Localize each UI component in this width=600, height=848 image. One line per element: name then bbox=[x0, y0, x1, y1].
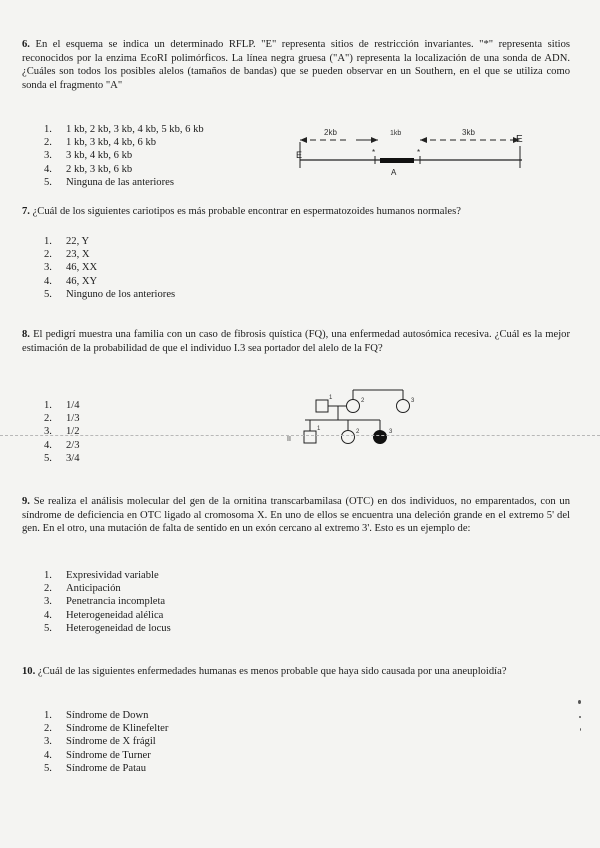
option-3[interactable]: 3. Penetrancia incompleta bbox=[44, 596, 166, 608]
individual-i3-female bbox=[397, 400, 410, 413]
option-2[interactable]: 2. 23, X bbox=[44, 249, 90, 261]
individual-ii1-male bbox=[304, 431, 316, 443]
option-4[interactable]: 4. 46, XY bbox=[44, 275, 98, 287]
question-number: 7. bbox=[22, 206, 30, 217]
options-q8 bbox=[44, 399, 80, 465]
option-1[interactable]: 1. Expresividad variable bbox=[44, 570, 159, 581]
id-label: 2 bbox=[361, 398, 365, 404]
label-2kb: 2kb bbox=[324, 128, 337, 137]
option-1[interactable]: 1. 1 kb, 2 kb, 3 kb, 4 kb, 5 kb, 6 kb bbox=[44, 124, 204, 135]
option-1[interactable]: 1. 22, Y bbox=[44, 236, 90, 247]
option-3[interactable]: 3. 3 kb, 4 kb, 6 kb bbox=[44, 150, 133, 162]
label-3kb: 3kb bbox=[462, 128, 475, 137]
question-number: 10. bbox=[22, 666, 36, 677]
option-2[interactable]: 2. Anticipación bbox=[44, 583, 121, 595]
options-q6 bbox=[44, 123, 204, 189]
option-2[interactable]: 2. Síndrome de Klinefelter bbox=[44, 723, 169, 735]
label-probe-a: A bbox=[391, 168, 397, 177]
individual-i1-male bbox=[316, 400, 328, 412]
question-text: Se realiza el análisis molecular del gen de la ornitina transcarbamilasa (OTC) en dos individuos, no emparentados, con un síndrome de deficiencia en OTC ligado al cromosoma X. En uno de ellos se encuentra una deleción grande en el extremo 5' del gen. En el otro, una mutación de falta de sentido en un exón cercano al extremo 3'. Esto es un ejemplo de: bbox=[22, 496, 570, 535]
pedigree-diagram bbox=[280, 380, 440, 455]
option-2[interactable]: 2. 1 kb, 3 kb, 4 kb, 6 kb bbox=[44, 137, 157, 149]
label-1kb: 1kb bbox=[390, 130, 402, 137]
question-7 bbox=[22, 205, 570, 219]
option-2[interactable]: 2. 1/3 bbox=[44, 413, 80, 425]
label-e-right: E bbox=[516, 134, 523, 145]
question-number: 8. bbox=[22, 329, 30, 340]
id-label: 1 bbox=[317, 426, 321, 432]
label-e-left: E bbox=[296, 150, 303, 160]
label-poly-1: * bbox=[372, 148, 376, 157]
rflp-diagram bbox=[290, 118, 540, 182]
question-6 bbox=[22, 38, 570, 92]
option-5[interactable]: 5. Heterogeneidad de locus bbox=[44, 622, 171, 634]
question-10 bbox=[22, 665, 570, 679]
id-label: 2 bbox=[356, 429, 360, 435]
options-q7 bbox=[44, 235, 175, 301]
individual-ii3-affected bbox=[373, 430, 387, 444]
option-5[interactable]: 5. 3/4 bbox=[44, 452, 80, 464]
option-4[interactable]: 4. Síndrome de Turner bbox=[44, 749, 151, 761]
question-number: 6. bbox=[22, 39, 30, 50]
option-5[interactable]: 5. Ninguna de las anteriores bbox=[44, 176, 174, 188]
option-1[interactable]: 1. 1/4 bbox=[44, 400, 80, 411]
arrowhead bbox=[420, 137, 427, 143]
generation-label-ii: II bbox=[287, 436, 291, 443]
option-3[interactable]: 3. Síndrome de X frágil bbox=[44, 736, 156, 748]
label-poly-2: * bbox=[417, 148, 421, 157]
option-5[interactable]: 5. Ninguno de los anteriores bbox=[44, 288, 176, 300]
option-3[interactable]: 3. 46, XX bbox=[44, 262, 98, 274]
question-text: ¿Cuál de los siguientes cariotipos es más probable encontrar en espermatozoides humanos normales? bbox=[32, 206, 461, 217]
option-5[interactable]: 5. Síndrome de Patau bbox=[44, 762, 147, 774]
option-3[interactable]: 3. 1/2 bbox=[44, 426, 80, 438]
option-4[interactable]: 4. Heterogeneidad alélica bbox=[44, 609, 164, 621]
question-text: El pedigrí muestra una familia con un caso de fibrosis quística (FQ), una enfermedad autosómica recesiva. ¿Cuál es la mejor estimación de la probabilidad de que el individuo I.3 sea portador del alelo de la FQ? bbox=[22, 329, 570, 354]
question-8 bbox=[22, 328, 570, 355]
probe-a-bar bbox=[380, 158, 414, 163]
option-1[interactable]: 1. Síndrome de Down bbox=[44, 710, 149, 721]
question-text: En el esquema se indica un determinado RFLP. "E" representa sitios de restricción invariantes. "*" representa sitios reconocidos por la enzima EcoRI polimórficos. La línea negra gruesa ("A") representa la localización de una sonda de ADN. ¿Cuáles son todos los posibles alelos (tamaños de bandas) que se pueden observar en un Southern, en el que se utiliza como sonda el fragmento "A" bbox=[22, 39, 570, 91]
arrowhead bbox=[371, 137, 378, 143]
question-text: ¿Cuál de las siguientes enfermedades humanas es menos probable que haya sido causada por una aneuploidía? bbox=[37, 666, 507, 677]
scan-speck bbox=[580, 728, 581, 731]
generation-label-i: I bbox=[280, 387, 282, 394]
option-4[interactable]: 4. 2 kb, 3 kb, 6 kb bbox=[44, 163, 133, 175]
arrowhead-left bbox=[300, 137, 307, 143]
question-9 bbox=[22, 495, 570, 536]
id-label: 1 bbox=[329, 395, 333, 401]
id-label: 3 bbox=[411, 398, 415, 404]
individual-i2-female bbox=[347, 400, 360, 413]
scan-speck bbox=[578, 700, 581, 704]
id-label: 3 bbox=[389, 429, 393, 435]
option-4[interactable]: 4. 2/3 bbox=[44, 439, 80, 451]
page-fold-line bbox=[0, 435, 600, 437]
individual-ii2-female bbox=[342, 431, 355, 444]
options-q10 bbox=[44, 709, 168, 775]
options-q9 bbox=[44, 569, 171, 635]
question-number: 9. bbox=[22, 496, 30, 507]
scan-speck bbox=[579, 716, 581, 718]
